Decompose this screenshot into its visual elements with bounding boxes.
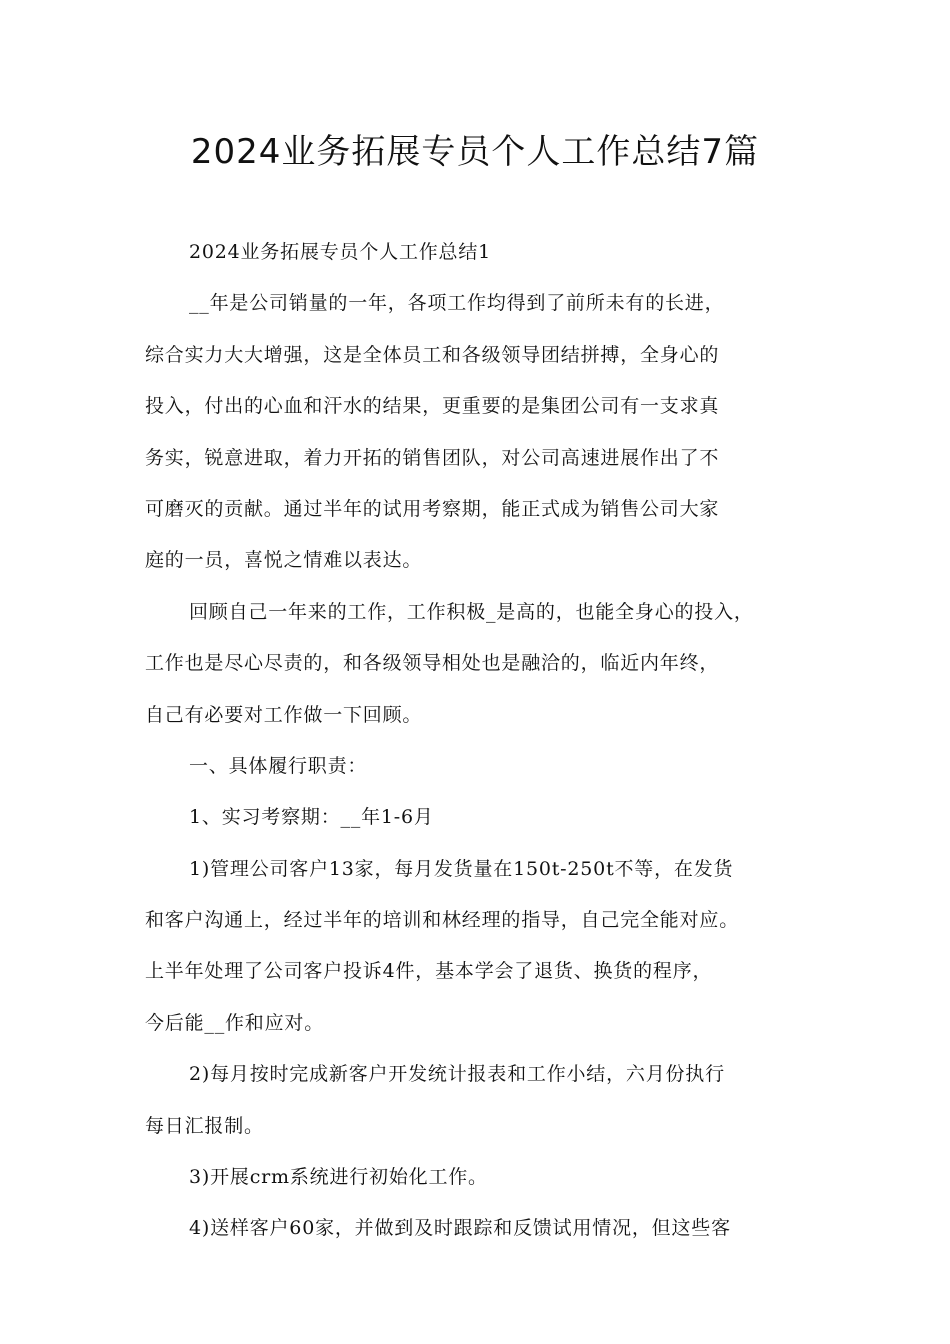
paragraph-line: 可磨灭的贡献。通过半年的试用考察期，能正式成为销售公司大家 — [145, 497, 720, 520]
paragraph-line: 一、具体履行职责： — [189, 754, 368, 777]
paragraph-line: 2)每月按时完成新客户开发统计报表和工作小结，六月份执行 — [189, 1063, 725, 1086]
paragraph-line: 务实，锐意进取，着力开拓的销售团队，对公司高速进展作出了不 — [145, 446, 720, 469]
document-title: 2024业务拓展专员个人工作总结7篇 — [190, 132, 760, 172]
paragraph-line: 工作也是尽心尽责的，和各级领导相处也是融洽的，临近内年终， — [145, 652, 720, 675]
paragraph-line: 投入，付出的心血和汗水的结果，更重要的是集团公司有一支求真 — [145, 395, 720, 418]
paragraph-line: 自己有必要对工作做一下回顾。 — [145, 703, 423, 726]
paragraph-line: 回顾自己一年来的工作，工作积极_是高的，也能全身心的投入， — [189, 600, 754, 623]
paragraph-line: __年是公司销量的一年，各项工作均得到了前所未有的长进， — [189, 292, 725, 315]
paragraph-line: 每日汇报制。 — [145, 1114, 264, 1137]
paragraph-line: 3)开展crm系统进行初始化工作。 — [189, 1166, 488, 1189]
paragraph-line: 上半年处理了公司客户投诉4件，基本学会了退货、换货的程序， — [145, 960, 713, 983]
document-body — [145, 227, 810, 1255]
paragraph-line: 和客户沟通上，经过半年的培训和林经理的指导，自己完全能对应。 — [145, 909, 740, 932]
paragraph-line: 4)送样客户60家，并做到及时跟踪和反馈试用情况，但这些客 — [189, 1217, 731, 1240]
paragraph-line: 2024业务拓展专员个人工作总结1 — [189, 241, 492, 263]
paragraph-line: 今后能__作和应对。 — [145, 1011, 325, 1034]
paragraph-line: 1)管理公司客户13家，每月发货量在150t-250t不等，在发货 — [189, 857, 734, 880]
paragraph-line: 综合实力大大增强，这是全体员工和各级领导团结拼搏，全身心的 — [145, 343, 720, 366]
paragraph-line: 1、实习考察期：__年1-6月 — [189, 806, 434, 829]
paragraph-line: 庭的一员，喜悦之情难以表达。 — [145, 549, 423, 572]
